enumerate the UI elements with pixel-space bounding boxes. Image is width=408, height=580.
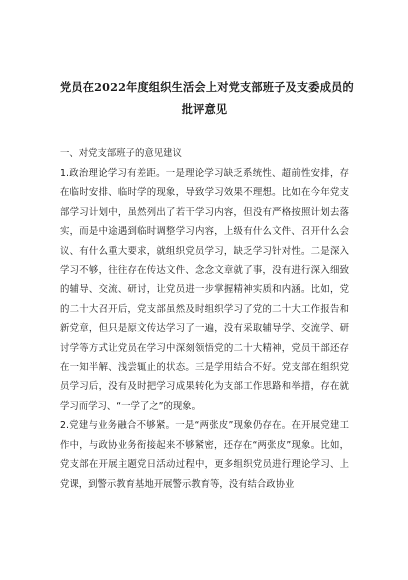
paragraph-text: 政治理论学习有差距。一是理论学习缺乏系统性、超前性安排，存在临时安排、临时学的现象，导致学习效果不理想。比如在今年党支部学习计划中，虽然列出了若干学习内容，但没有严格按照计划去落实，而是中途遇到临时调整学习内容，上级有什么文件、召开什么会议、有什么重大要求，就组织党员学习，缺乏学习针对性。二是深入学习不够，往往存在传达文件、念念文章就了事，没有进行深入细致的辅导、交流、研讨，让党员进一步掌握精神实质和内涵。比如，党的二十大召开后，党支部虽然及时组织学习了党的二十大工作报告和新党章，但只是原文传达学习了一遍，没有采取辅导学、交流学、研讨学等方式让党员在学习中深刻领悟党的二十大精神，党员干部还存在一知半解、浅尝辄止的状态。三是学用结合不好。党支部在组织党员学习后，没有及时把学习成果转化为支部工作思路和举措，存在就学习而学习、“一学了之”的现象。 (60, 168, 349, 412)
paragraph-2 (60, 416, 349, 494)
document-title (60, 0, 354, 120)
paragraph-number: 2. (60, 420, 69, 432)
title-line-1: 党员在2022年度组织生活会上对党支部班子及支委成员的 (60, 80, 354, 94)
paragraph-number: 1. (60, 168, 69, 179)
document-body (60, 164, 349, 494)
section-heading: 一、对党支部班子的意见建议 (60, 148, 182, 159)
title-line-2: 批评意见 (181, 102, 228, 116)
paragraph-1 (60, 164, 349, 416)
paragraph-text: 党建与业务融合不够紧。一是“两张皮”现象仍存在。在开展党建工作中，与政协业务衔接起来不够紧密，还存在“两张皮”现象。比如，党支部在开展主题党日活动过程中，更多组织党员进行理论学习、上党课，到警示教育基地开展警示教育等，没有结合政协业 (60, 420, 349, 490)
